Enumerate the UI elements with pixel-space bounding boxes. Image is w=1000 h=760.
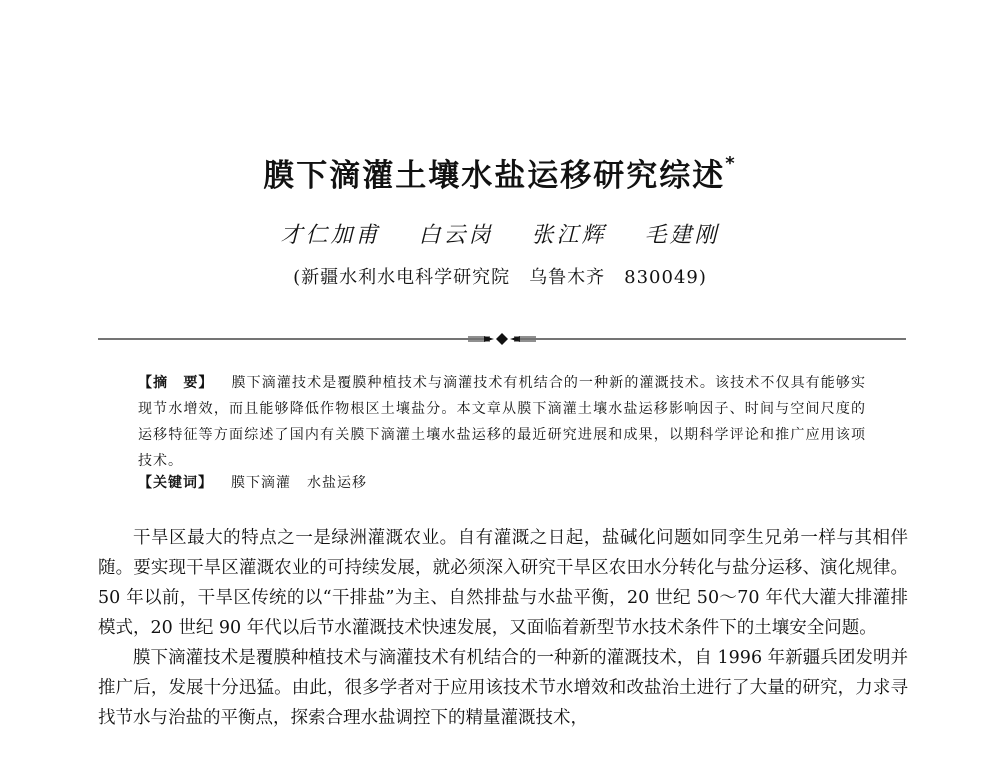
author-name: 张江辉 bbox=[531, 223, 607, 248]
keyword: 水盐运移 bbox=[307, 475, 367, 491]
abstract-label: 【摘 要】 bbox=[138, 375, 214, 391]
keywords-label: 【关键词】 bbox=[138, 475, 213, 491]
title-text: 膜下滴灌土壤水盐运移研究综述 bbox=[263, 158, 726, 194]
affiliation: (新疆水利水电科学研究院 乌鲁木齐 830049) bbox=[293, 267, 707, 288]
title-footnote-mark: * bbox=[725, 152, 737, 174]
paragraph: 干旱区最大的特点之一是绿洲灌溉农业。自有灌溉之日起，盐碱化问题如同孪生兄弟一样与其相伴随。要实现干旱区灌溉农业的可持续发展，就必须深入研究干旱区农田水分转化与盐分运移、演化规律。50 年以前，干旱区传统的以“干排盐”为主、自然排盐与水盐平衡，20 世纪 50～70 年代大灌大排灌排模式，20 世纪 90 年代以后节水灌溉技术快速发展，又面临着新型节水技术条件下的土壤安全问题。 bbox=[98, 528, 908, 638]
paper-title bbox=[0, 150, 1000, 195]
paragraph: 膜下滴灌技术是覆膜种植技术与滴灌技术有机结合的一种新的灌溉技术，自 1996 年新疆兵团发明并推广后，发展十分迅猛。由此，很多学者对于应用该技术节水增效和改盐治土进行了大量的研究，力求寻找节水与治盐的平衡点，探索合理水盐调控下的精量灌溉技术， bbox=[98, 648, 908, 728]
ornamental-divider bbox=[98, 333, 906, 345]
keywords bbox=[138, 472, 866, 492]
body-text bbox=[98, 523, 908, 733]
author-name: 白云岗 bbox=[418, 223, 494, 248]
author-name: 才仁加甫 bbox=[280, 223, 381, 248]
author-list bbox=[0, 218, 1000, 249]
abstract-text: 膜下滴灌技术是覆膜种植技术与滴灌技术有机结合的一种新的灌溉技术。该技术不仅具有能够实现节水增效，而且能够降低作物根区土壤盐分。本文章从膜下滴灌土壤水盐运移影响因子、时间与空间尺度的运移特征等方面综述了国内有关膜下滴灌土壤水盐运移的最近研究进展和成果，以期科学评论和推广应用该项技术。 bbox=[138, 375, 867, 469]
keyword: 膜下滴灌 bbox=[231, 475, 291, 491]
divider-diamond-icon bbox=[496, 333, 508, 345]
author-name: 毛建刚 bbox=[644, 223, 720, 248]
abstract bbox=[138, 370, 866, 474]
